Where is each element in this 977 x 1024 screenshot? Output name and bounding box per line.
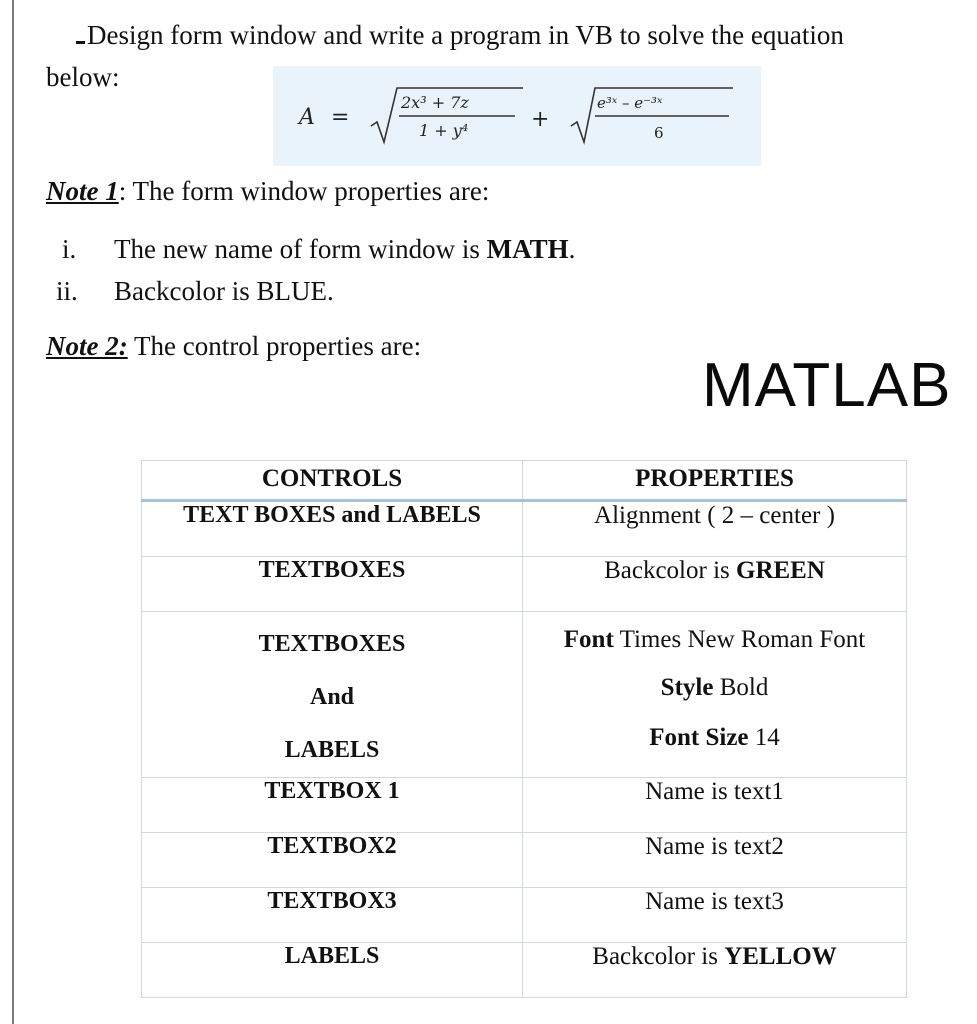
note-1-label: Note 1 (46, 176, 119, 206)
bullet-mark (76, 41, 85, 44)
eq-denominator-1: 1 + y⁴ (419, 121, 469, 140)
equation-svg (273, 66, 761, 166)
prop-text: Backcolor is (604, 557, 736, 584)
note-2 (46, 331, 421, 362)
prop-bold: YELLOW (724, 943, 837, 970)
matlab-watermark: MATLAB (702, 351, 952, 420)
table-cell-control (142, 612, 523, 778)
eq-equals: = (331, 105, 350, 130)
table-row (142, 833, 907, 888)
control-line: LABELS (284, 737, 380, 763)
prop-line: Style Bold (660, 674, 769, 701)
list-item: Backcolor is BLUE. (114, 276, 334, 306)
list-number: ii. (56, 276, 78, 306)
control-line: TEXTBOXES (258, 631, 406, 657)
table-cell-property (523, 612, 907, 778)
table-cell-control: TEXTBOXES (142, 557, 523, 612)
note-1 (46, 176, 489, 207)
eq-plus: + (531, 107, 550, 132)
table-cell-control: TEXTBOX 1 (142, 778, 523, 833)
table-row (142, 943, 907, 998)
header-properties: PROPERTIES (523, 461, 907, 501)
eq-lhs: A (299, 105, 315, 130)
table-cell-property: Alignment ( 2 – center ) (523, 501, 907, 557)
table-header-row (142, 461, 907, 501)
equation-image (273, 66, 761, 166)
list-number: i. (62, 234, 77, 264)
prop-line: Font Size 14 (649, 724, 780, 751)
table-cell-property: Name is text3 (523, 888, 907, 943)
table-cell-control: TEXTBOX3 (142, 888, 523, 943)
table-cell-control: TEXTBOX2 (142, 833, 523, 888)
intro-line-2: below: (46, 62, 120, 92)
control-line: And (309, 684, 355, 710)
table-cell-control: TEXT BOXES and LABELS (142, 501, 523, 557)
page-left-border (12, 0, 14, 1024)
list-item-text: The new name of form window is (114, 234, 487, 264)
table-cell-property: Name is text2 (523, 833, 907, 888)
header-controls: CONTROLS (142, 461, 523, 501)
properties-table (141, 460, 907, 998)
table-cell-property (523, 557, 907, 612)
eq-numerator-2: e³ˣ – e⁻³ˣ (597, 94, 663, 112)
table-row (142, 557, 907, 612)
list-item-period: . (568, 234, 576, 264)
table-row (142, 501, 907, 557)
note-2-text: The control properties are: (127, 331, 422, 361)
prop-text: Backcolor is (592, 943, 725, 970)
intro-line-1: Design form window and write a program in VB to solve the equation (87, 20, 844, 50)
eq-numerator-1: 2x³ + 7z (401, 93, 469, 112)
eq-denominator-2: 6 (654, 124, 664, 142)
note-2-label: Note 2: (46, 331, 128, 361)
note-1-text: : The form window properties are: (118, 176, 490, 206)
form-name-value: MATH (486, 234, 569, 264)
table-cell-property: Name is text1 (523, 778, 907, 833)
table-row (142, 888, 907, 943)
table-cell-property (523, 943, 907, 998)
list-item (114, 234, 575, 265)
table-row (142, 612, 907, 778)
prop-line: Font Times New Roman Font (563, 626, 866, 653)
prop-bold: GREEN (736, 557, 825, 584)
table-row (142, 778, 907, 833)
table-cell-control: LABELS (142, 943, 523, 998)
